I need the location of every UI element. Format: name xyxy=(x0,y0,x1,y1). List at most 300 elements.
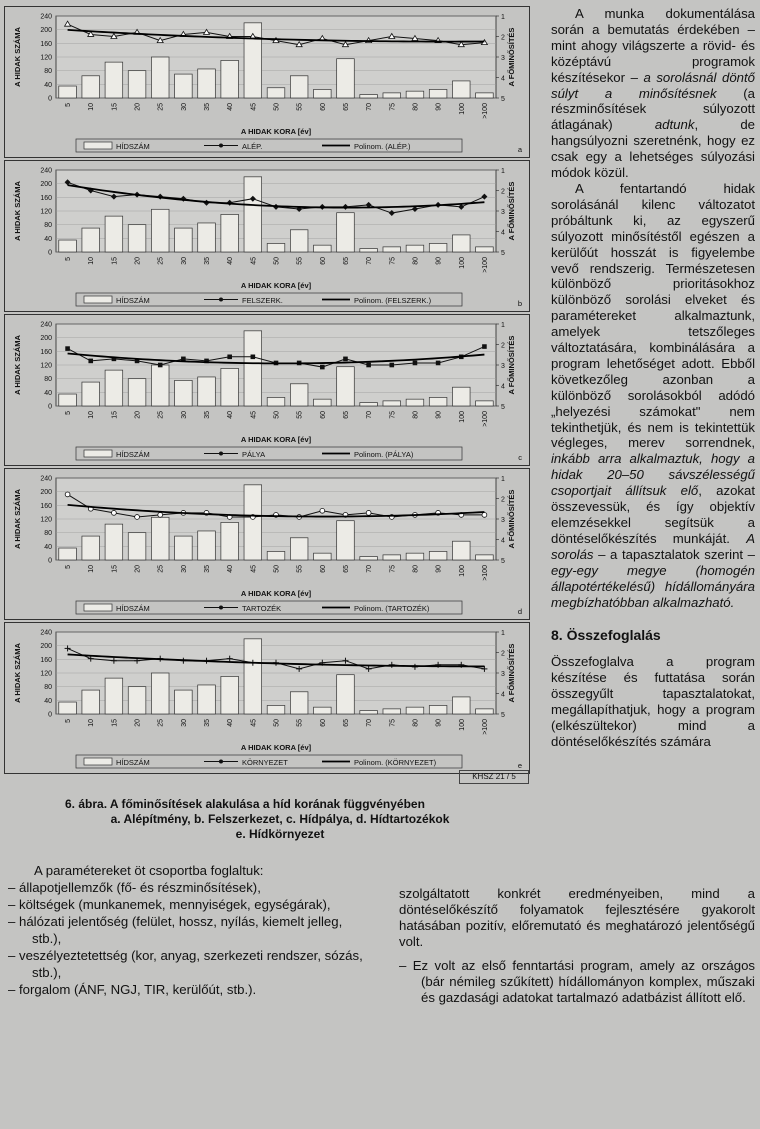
x-tick-label: 70 xyxy=(366,103,374,111)
y2-tick-label: 1 xyxy=(501,14,505,21)
x-tick-label: 20 xyxy=(134,565,142,573)
y-tick-label: 240 xyxy=(40,13,52,21)
bar xyxy=(105,62,123,98)
y-tick-label: 120 xyxy=(40,516,52,524)
bar xyxy=(360,711,378,714)
x-tick-label: 50 xyxy=(273,719,281,727)
legend xyxy=(76,755,462,768)
y-axis-title: A HIDAK SZÁMA xyxy=(13,335,22,395)
bar xyxy=(105,524,123,560)
bar xyxy=(221,214,239,252)
bar xyxy=(360,95,378,98)
x-tick-label: 60 xyxy=(319,411,327,419)
bar xyxy=(406,399,424,406)
y2-tick-label: 3 xyxy=(501,209,505,216)
bar xyxy=(290,76,308,98)
y-tick-label: 240 xyxy=(40,321,52,329)
x-tick-label: 45 xyxy=(250,411,258,419)
legend-series-marker xyxy=(219,298,223,302)
legend xyxy=(76,601,462,614)
bar xyxy=(198,223,216,252)
text-run: A fentartandó hidak sorolásánál kilenc változatot próbáltunk ki, az egyszerű súlyozott minősítéstől egészen a kerülőút hosszát is figyelembe vevő rendszerig. Természetesen különböző prioritásokhoz különböző sorolási elveket és paramétereket alkalmaztunk, amelyek tetszőleges változtatására, kombinálására a program lehetőséget adott. Ebből következőleg azonban a különböző sorolásokból adódó „helyezési számokat" nem tekinthetjük, és nem is tekintettük végleges, merev sorrendnek, xyxy=(551,180,755,451)
x-tick-label: 20 xyxy=(134,719,142,727)
x-tick-label: 90 xyxy=(435,719,443,727)
y-tick-label: 200 xyxy=(40,335,52,343)
x-tick-label: 50 xyxy=(273,257,281,265)
bottom-right-text xyxy=(399,886,755,1006)
x-tick-label: 70 xyxy=(366,411,374,419)
y-tick-label: 0 xyxy=(48,711,52,719)
bar xyxy=(151,365,169,406)
y2-tick-label: 3 xyxy=(501,517,505,524)
bar xyxy=(267,397,285,406)
chart-panel-b xyxy=(4,160,530,312)
x-tick-label: 40 xyxy=(227,103,235,111)
x-tick-label: 50 xyxy=(273,103,281,111)
legend-poly-label: Polinom. (ALÉP.) xyxy=(354,142,411,151)
legend xyxy=(76,139,462,152)
y2-tick-label: 2 xyxy=(501,342,505,350)
x-tick-label: >100 xyxy=(481,411,489,427)
bar xyxy=(151,673,169,714)
y-tick-label: 160 xyxy=(40,502,52,510)
y2-tick-label: 1 xyxy=(501,476,505,483)
series-marker xyxy=(482,344,487,349)
y2-tick-label: 1 xyxy=(501,322,505,329)
list-item: – forgalom (ÁNF, NGJ, TIR, kerülőút, stb.). xyxy=(8,982,257,997)
x-tick-label: 90 xyxy=(435,565,443,573)
x-axis-title: A HIDAK KORA [év] xyxy=(240,281,312,290)
legend-bar-label: HÍDSZÁM xyxy=(116,450,150,459)
bar xyxy=(452,697,470,714)
x-axis-title: A HIDAK KORA [év] xyxy=(240,127,312,136)
chart-svg-c xyxy=(4,314,530,466)
series-marker xyxy=(88,359,93,364)
bar xyxy=(198,685,216,714)
bar xyxy=(221,522,239,560)
y-tick-label: 200 xyxy=(40,489,52,497)
y-axis-title: A HIDAK SZÁMA xyxy=(13,27,22,87)
bar xyxy=(198,69,216,98)
y-tick-label: 120 xyxy=(40,362,52,370)
y2-tick-label: 4 xyxy=(501,537,505,545)
x-tick-label: 55 xyxy=(296,257,304,265)
x-tick-label: 10 xyxy=(88,103,96,111)
bar xyxy=(383,555,401,560)
bar xyxy=(175,690,193,714)
x-tick-label: 100 xyxy=(458,103,466,115)
y-tick-label: 0 xyxy=(48,249,52,257)
y-tick-label: 80 xyxy=(44,530,52,538)
x-tick-label: 55 xyxy=(296,719,304,727)
bar xyxy=(105,370,123,406)
x-tick-label: 45 xyxy=(250,257,258,265)
x-tick-label: 90 xyxy=(435,103,443,111)
paragraph-summary-start: Összefoglalva a program készítése és futtatása során összegyűlt tapasztalatokat, megállapíthatjuk, hogy a program (elkészültekor) mind a döntéselőkészítés számára xyxy=(551,654,755,749)
paragraph-summary-cont: szolgáltatott konkrét eredményeiben, mind a döntéselőkészítő folyamatok fejlesztésére gyakorolt hatásában pozitív, előremutató és meghatározó jelentőségű volt. xyxy=(399,886,755,949)
bar xyxy=(290,230,308,252)
legend xyxy=(76,447,462,460)
legend-series-label: ALÉP. xyxy=(242,142,263,151)
bar xyxy=(128,533,146,560)
text-run: , azokat összevessük, és így objektív elemzésekkel segítsük a döntéselőkészítés munkáját. xyxy=(551,483,755,546)
x-tick-label: 35 xyxy=(204,411,212,419)
bar xyxy=(175,536,193,560)
bar xyxy=(290,692,308,714)
y-tick-label: 0 xyxy=(48,403,52,411)
x-tick-label: 70 xyxy=(366,565,374,573)
bar xyxy=(383,93,401,98)
x-axis-title: A HIDAK KORA [év] xyxy=(240,589,312,598)
y-tick-label: 240 xyxy=(40,629,52,637)
series-marker xyxy=(135,515,140,520)
legend-bar-swatch xyxy=(84,296,112,303)
y2-axis-title: A FŐMINŐSÍTÉS xyxy=(507,27,516,87)
bar xyxy=(128,687,146,714)
bar xyxy=(290,384,308,406)
bar xyxy=(314,707,332,714)
bar xyxy=(59,240,77,252)
x-tick-label: 60 xyxy=(319,565,327,573)
bar xyxy=(128,225,146,252)
y2-tick-label: 1 xyxy=(501,168,505,175)
x-tick-label: 20 xyxy=(134,103,142,111)
y2-tick-label: 2 xyxy=(501,496,505,504)
text-run: , de hangsúlyozni szeretnénk, hogy ez csak egy a lehetséges súlyozási módok közül. xyxy=(551,117,756,181)
bar xyxy=(452,235,470,252)
x-tick-label: 55 xyxy=(296,565,304,573)
y2-axis-title: A FŐMINŐSÍTÉS xyxy=(507,643,516,703)
x-tick-label: 80 xyxy=(412,565,420,573)
y2-tick-label: 2 xyxy=(501,34,505,42)
bar xyxy=(244,331,262,406)
legend-bar-swatch xyxy=(84,142,112,149)
caption-line-3: e. Hídkörnyezet xyxy=(235,827,325,841)
text-run: (a részminősítések súlyozott átlagának) xyxy=(551,85,755,133)
legend-series-marker xyxy=(219,760,223,764)
panel-letter: b xyxy=(517,299,522,308)
y2-tick-label: 4 xyxy=(501,383,505,391)
series-marker xyxy=(158,363,163,368)
x-tick-label: 30 xyxy=(180,257,188,265)
y2-tick-label: 2 xyxy=(501,188,505,196)
x-tick-label: 5 xyxy=(65,565,73,569)
x-tick-label: 30 xyxy=(180,103,188,111)
x-tick-label: 60 xyxy=(319,257,327,265)
legend-series-marker xyxy=(219,452,223,456)
bar xyxy=(105,216,123,252)
x-tick-label: 40 xyxy=(227,257,235,265)
x-tick-label: 80 xyxy=(412,103,420,111)
x-axis-title: A HIDAK KORA [év] xyxy=(240,435,312,444)
x-tick-label: 25 xyxy=(157,565,165,573)
y2-axis-title: A FŐMINŐSÍTÉS xyxy=(507,489,516,549)
x-tick-label: 25 xyxy=(157,103,165,111)
parameter-list xyxy=(8,862,366,998)
y-axis-title: A HIDAK SZÁMA xyxy=(13,643,22,703)
chart-svg-a xyxy=(4,6,530,158)
series-marker xyxy=(320,365,325,370)
bar xyxy=(406,91,424,98)
x-tick-label: 80 xyxy=(412,719,420,727)
x-tick-label: >100 xyxy=(481,103,489,119)
x-tick-label: 10 xyxy=(88,411,96,419)
paragraph-documentation xyxy=(551,6,755,181)
legend-series-marker xyxy=(219,144,223,148)
bar xyxy=(128,379,146,406)
series-marker xyxy=(227,355,232,360)
x-tick-label: >100 xyxy=(481,257,489,273)
bar xyxy=(267,551,285,560)
series-marker xyxy=(111,510,116,515)
bar xyxy=(476,93,494,98)
italic-run: A sorolás xyxy=(551,530,755,562)
y-tick-label: 80 xyxy=(44,684,52,692)
series-marker xyxy=(366,363,371,368)
bar xyxy=(244,177,262,252)
legend-poly-label: Polinom. (FELSZERK.) xyxy=(354,296,432,305)
list-item: – Ez volt az első fenntartási program, amely az országos (bár némileg szűkített) hídállományon komplex, műszaki és gazdasági adatokat tartalmazó adatbázist állított elő. xyxy=(399,958,755,1005)
bar xyxy=(221,676,239,714)
bar xyxy=(360,249,378,252)
legend-series-label: KÖRNYEZET xyxy=(242,758,288,767)
bar xyxy=(198,377,216,406)
list-intro: A paramétereket öt csoportba foglaltuk: xyxy=(34,863,264,878)
x-axis-title: A HIDAK KORA [év] xyxy=(240,743,312,752)
x-tick-label: 50 xyxy=(273,565,281,573)
bar xyxy=(337,59,355,98)
legend-poly-label: Polinom. (KÖRNYEZET) xyxy=(354,758,437,767)
x-tick-label: 35 xyxy=(204,565,212,573)
y2-tick-label: 4 xyxy=(501,75,505,83)
bar xyxy=(82,536,100,560)
list-item: – hálózati jelentőség (felület, hossz, nyílás, kiemelt jelleg, stb.), xyxy=(8,914,343,946)
x-tick-label: 5 xyxy=(65,411,73,415)
y-tick-label: 40 xyxy=(44,389,52,397)
series-marker xyxy=(251,355,256,360)
bar xyxy=(221,368,239,406)
x-tick-label: 65 xyxy=(342,565,350,573)
y-tick-label: 80 xyxy=(44,68,52,76)
bar xyxy=(383,401,401,406)
y-tick-label: 0 xyxy=(48,95,52,103)
bar xyxy=(128,71,146,98)
legend xyxy=(76,293,462,306)
y-axis-title: A HIDAK SZÁMA xyxy=(13,181,22,241)
chart-panel-a xyxy=(4,6,530,158)
y-tick-label: 0 xyxy=(48,557,52,565)
legend-bar-label: HÍDSZÁM xyxy=(116,758,150,767)
y-tick-label: 120 xyxy=(40,670,52,678)
x-tick-label: 5 xyxy=(65,257,73,261)
x-tick-label: 90 xyxy=(435,411,443,419)
series-marker xyxy=(320,508,325,513)
text-run: A munka dokumentálása során a bemutatás érdekében – mint ahogy világszerte a rövid- és középtávú programok készítésekor – xyxy=(551,6,755,85)
legend-bar-swatch xyxy=(84,450,112,457)
bar xyxy=(244,639,262,714)
bar xyxy=(59,702,77,714)
x-tick-label: 70 xyxy=(366,719,374,727)
summary-bullets xyxy=(399,958,755,1006)
x-tick-label: 20 xyxy=(134,411,142,419)
caption-line-2: a. Alépítmény, b. Felszerkezet, c. Hídpálya, d. Hídtartozékok xyxy=(110,812,450,826)
y-tick-label: 240 xyxy=(40,167,52,175)
y2-tick-label: 5 xyxy=(501,558,505,565)
x-tick-label: 30 xyxy=(180,411,188,419)
bar xyxy=(476,247,494,252)
x-tick-label: 25 xyxy=(157,257,165,265)
bar xyxy=(175,74,193,98)
y-tick-label: 160 xyxy=(40,348,52,356)
x-tick-label: 30 xyxy=(180,719,188,727)
x-tick-label: 35 xyxy=(204,719,212,727)
series-marker xyxy=(482,513,487,518)
bar xyxy=(267,705,285,714)
chart-svg-b xyxy=(4,160,530,312)
legend-bar-label: HÍDSZÁM xyxy=(116,296,150,305)
x-tick-label: 55 xyxy=(296,103,304,111)
paragraph-ranking xyxy=(551,181,755,610)
x-tick-label: 30 xyxy=(180,565,188,573)
x-tick-label: 35 xyxy=(204,103,212,111)
x-tick-label: 45 xyxy=(250,565,258,573)
x-tick-label: 65 xyxy=(342,411,350,419)
x-tick-label: 75 xyxy=(389,719,397,727)
bar xyxy=(314,245,332,252)
bar xyxy=(337,675,355,714)
y2-tick-label: 3 xyxy=(501,363,505,370)
y-tick-label: 40 xyxy=(44,697,52,705)
bar xyxy=(383,709,401,714)
right-column-text xyxy=(551,6,755,750)
y-tick-label: 200 xyxy=(40,181,52,189)
legend-series-label: TARTOZÉK xyxy=(242,604,282,613)
x-tick-label: 100 xyxy=(458,411,466,423)
x-tick-label: 35 xyxy=(204,257,212,265)
list-item: – állapotjellemzők (fő- és részminősítések), xyxy=(8,880,261,895)
bar xyxy=(175,380,193,406)
x-tick-label: 10 xyxy=(88,565,96,573)
caption-line-1: 6. ábra. A főminősítések alakulása a híd korának függvényében xyxy=(65,797,425,811)
panel-letter: c xyxy=(518,453,522,462)
bar xyxy=(314,553,332,560)
chart-svg-d xyxy=(4,468,530,620)
panel-letter: a xyxy=(517,145,522,154)
y2-tick-label: 4 xyxy=(501,229,505,237)
bar xyxy=(337,367,355,406)
bar xyxy=(429,89,447,98)
bar xyxy=(476,401,494,406)
y2-tick-label: 4 xyxy=(501,691,505,699)
x-tick-label: >100 xyxy=(481,565,489,581)
y-tick-label: 40 xyxy=(44,543,52,551)
bar xyxy=(337,213,355,252)
y2-tick-label: 5 xyxy=(501,712,505,719)
y-tick-label: 160 xyxy=(40,194,52,202)
legend-poly-label: Polinom. (TARTOZÉK) xyxy=(354,604,430,613)
bar xyxy=(59,548,77,560)
y-tick-label: 240 xyxy=(40,475,52,483)
chart-panel-d xyxy=(4,468,530,620)
bar xyxy=(360,557,378,560)
figure-6 xyxy=(4,6,530,781)
y-tick-label: 200 xyxy=(40,27,52,35)
x-tick-label: 5 xyxy=(65,719,73,723)
series-marker xyxy=(436,361,441,366)
bar xyxy=(360,403,378,406)
x-tick-label: 55 xyxy=(296,411,304,419)
bar xyxy=(244,485,262,560)
bar xyxy=(175,228,193,252)
x-tick-label: 100 xyxy=(458,257,466,269)
y-tick-label: 80 xyxy=(44,222,52,230)
chart-svg-e xyxy=(4,622,530,774)
section-heading: 8. Összefoglalás xyxy=(551,627,661,644)
bar xyxy=(82,228,100,252)
series-marker xyxy=(413,361,418,366)
y-tick-label: 120 xyxy=(40,54,52,62)
x-tick-label: 90 xyxy=(435,257,443,265)
italic-run: adtunk xyxy=(654,117,695,133)
x-tick-label: 65 xyxy=(342,103,350,111)
x-tick-label: 60 xyxy=(319,103,327,111)
series-marker xyxy=(65,346,70,351)
x-tick-label: 45 xyxy=(250,719,258,727)
y-tick-label: 40 xyxy=(44,81,52,89)
x-tick-label: 10 xyxy=(88,719,96,727)
bar xyxy=(314,89,332,98)
bar xyxy=(452,81,470,98)
legend-bar-swatch xyxy=(84,604,112,611)
x-tick-label: 40 xyxy=(227,411,235,419)
x-tick-label: 20 xyxy=(134,257,142,265)
x-tick-label: 75 xyxy=(389,257,397,265)
x-tick-label: 45 xyxy=(250,103,258,111)
y-axis-title: A HIDAK SZÁMA xyxy=(13,489,22,549)
x-tick-label: 40 xyxy=(227,719,235,727)
x-tick-label: 70 xyxy=(366,257,374,265)
bar xyxy=(82,690,100,714)
y-tick-label: 200 xyxy=(40,643,52,651)
y2-tick-label: 1 xyxy=(501,630,505,637)
bar xyxy=(429,397,447,406)
bar xyxy=(151,517,169,560)
bar xyxy=(452,387,470,406)
x-tick-label: 75 xyxy=(389,411,397,419)
x-tick-label: >100 xyxy=(481,719,489,735)
italic-run: inkább arra alkalmaztuk, hogy a hidak 20–50 sávszélességű csoportjait állítsuk elő xyxy=(551,451,755,499)
bar xyxy=(151,209,169,252)
legend-bar-label: HÍDSZÁM xyxy=(116,142,150,151)
y2-axis-title: A FŐMINŐSÍTÉS xyxy=(507,181,516,241)
bar xyxy=(267,88,285,98)
bar xyxy=(198,531,216,560)
panel-letter: d xyxy=(517,607,522,616)
x-tick-label: 40 xyxy=(227,565,235,573)
bar xyxy=(59,394,77,406)
x-tick-label: 15 xyxy=(111,719,119,727)
bar xyxy=(429,551,447,560)
x-tick-label: 15 xyxy=(111,565,119,573)
list-item: – veszélyeztetettség (kor, anyag, szerkezeti rendszer, sózás, stb.), xyxy=(8,948,363,980)
bar xyxy=(59,86,77,98)
bar xyxy=(406,553,424,560)
x-tick-label: 15 xyxy=(111,257,119,265)
series-marker xyxy=(366,510,371,515)
y2-axis-title: A FŐMINŐSÍTÉS xyxy=(507,335,516,395)
bar xyxy=(406,707,424,714)
panel-letter: e xyxy=(517,761,522,770)
